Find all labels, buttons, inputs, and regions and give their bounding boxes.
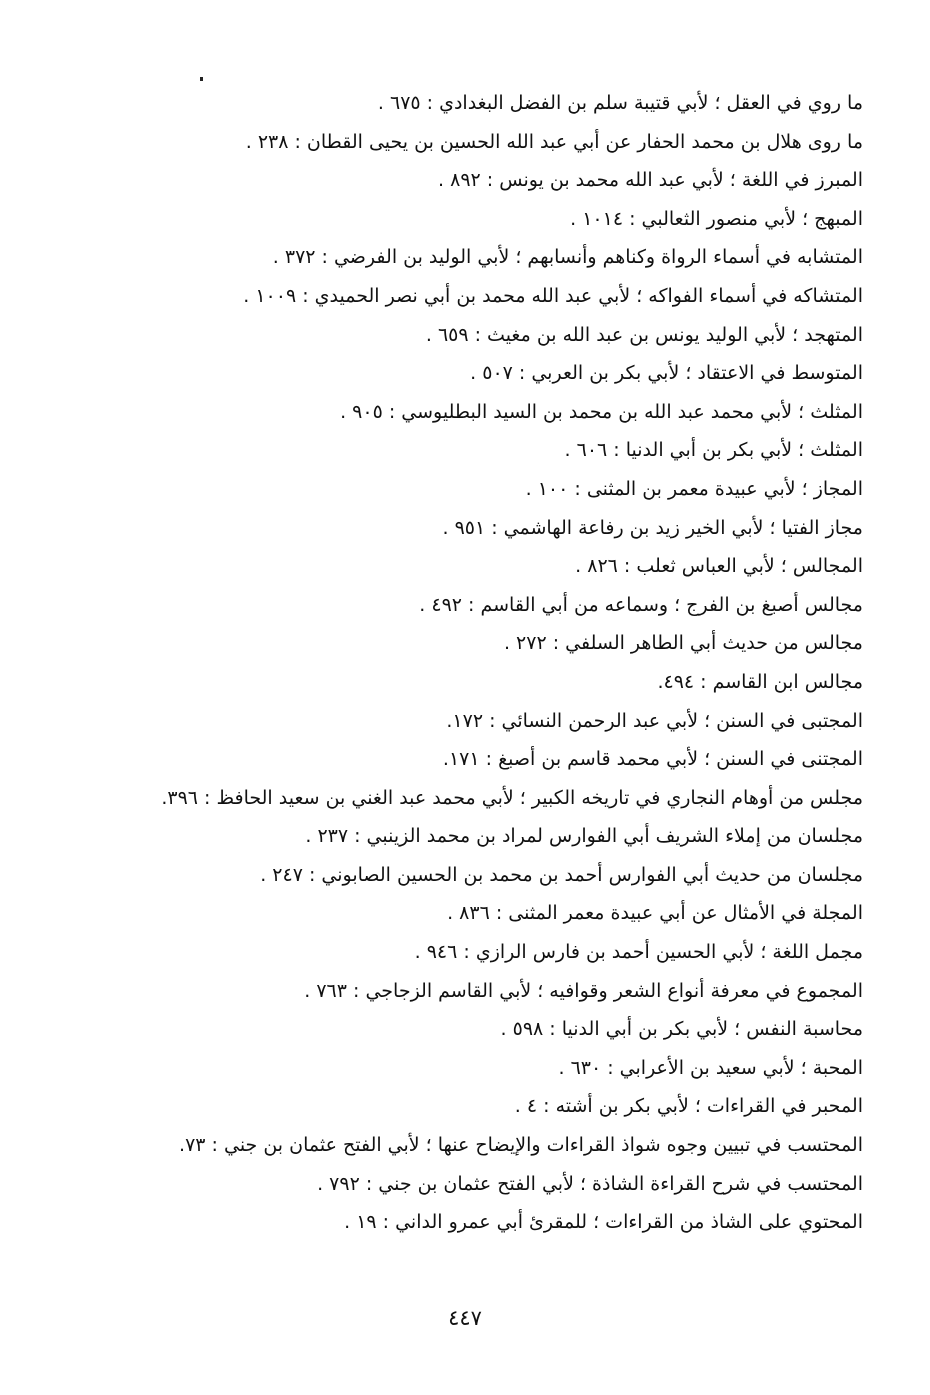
index-entry: مجلس من أوهام النجاري في تاريخه الكبير ؛ لأبي محمد عبد الغني بن سعيد الحافظ : ٣٩٦. [161, 786, 863, 809]
ink-speck [200, 77, 203, 81]
index-entry: المجلة في الأمثال عن أبي عبيدة معمر المثنى : ٨٣٦ . [447, 902, 863, 925]
index-entry: المجموع في معرفة أنواع الشعر وقوافيه ؛ لأبي القاسم الزجاجي : ٧٦٣ . [304, 979, 863, 1002]
index-entry: المحتسب في شرح القراءة الشاذة ؛ لأبي الفتح عثمان بن جني : ٧٩٢ . [317, 1172, 863, 1195]
index-entry: المجاز ؛ لأبي عبيدة معمر بن المثنى : ١٠٠ . [525, 477, 863, 500]
index-entry-list [43, 84, 863, 1242]
index-entry: المتشاكه في أسماء الفواكه ؛ لأبي عبد الله محمد بن أبي نصر الحميدي : ١٠٠٩ . [243, 284, 863, 307]
index-entry: المحبة ؛ لأبي سعيد بن الأعرابي : ٦٣٠ . [558, 1056, 863, 1079]
index-entry: المثلث ؛ لأبي بكر بن أبي الدنيا : ٦٠٦ . [564, 439, 863, 462]
index-entry: المجالس ؛ لأبي العباس ثعلب : ٨٢٦ . [575, 555, 863, 578]
index-entry: محاسبة النفس ؛ لأبي بكر بن أبي الدنيا : ٥٩٨ . [500, 1018, 863, 1041]
index-entry: المتهجد ؛ لأبي الوليد يونس بن عبد الله بن مغيث : ٦٥٩ . [425, 323, 863, 346]
index-entry: المتشابه في أسماء الرواة وكناهم وأنسابهم ؛ لأبي الوليد بن الفرضي : ٣٧٢ . [272, 246, 863, 269]
index-entry: مجالس أصبغ بن الفرج ؛ وسماعه من أبي القاسم : ٤٩٢ . [419, 593, 863, 616]
index-entry: مجلسان من إملاء الشريف أبي الفوارس لمراد بن محمد الزينبي : ٢٣٧ . [305, 825, 863, 848]
page-number: ٤٤٧ [448, 1306, 482, 1330]
index-entry: مجالس ابن القاسم : ٤٩٤. [657, 670, 863, 693]
index-entry: المثلث ؛ لأبي محمد عبد الله بن محمد بن السيد البطليوسي : ٩٠٥ . [340, 400, 863, 423]
index-entry: ما روى هلال بن محمد الحفار عن أبي عبد الله الحسين بن يحيى القطان : ٢٣٨ . [245, 130, 863, 153]
index-entry: المبهج ؛ لأبي منصور الثعالبي : ١٠١٤ . [570, 207, 863, 230]
index-entry: مجلسان من حديث أبي الفوارس أحمد بن محمد بن الحسين الصابوني : ٢٤٧ . [260, 863, 863, 886]
index-entry: مجاز الفتيا ؛ لأبي الخير زيد بن رفاعة الهاشمي : ٩٥١ . [442, 516, 863, 539]
index-entry: المحتسب في تبيين وجوه شواذ القراءات والإيضاح عنها ؛ لأبي الفتح عثمان بن جني : ٧٣. [179, 1134, 863, 1157]
index-entry: مجمل اللغة ؛ لأبي الحسين أحمد بن فارس الرازي : ٩٤٦ . [414, 941, 863, 964]
index-entry: المجتنى في السنن ؛ لأبي محمد قاسم بن أصبغ : ١٧١. [442, 748, 863, 771]
index-entry: المبرز في اللغة ؛ لأبي عبد الله محمد بن يونس : ٨٩٢ . [438, 169, 863, 192]
index-entry: المحتوي على الشاذ من القراءات ؛ للمقرئ أبي عمرو الداني : ١٩ . [344, 1211, 863, 1234]
index-entry: المحبر في القراءات ؛ لأبي بكر بن أشته : ٤ . [514, 1095, 863, 1118]
index-entry: المتوسط في الاعتقاد ؛ لأبي بكر بن العربي : ٥٠٧ . [470, 362, 863, 385]
index-entry: المجتبى في السنن ؛ لأبي عبد الرحمن النسائي : ١٧٢. [446, 709, 863, 732]
index-entry: مجالس من حديث أبي الطاهر السلفي : ٢٧٢ . [503, 632, 863, 655]
index-entry: ما روي في العقل ؛ لأبي قتيبة سلم بن الفضل البغدادي : ٦٧٥ . [377, 92, 863, 114]
